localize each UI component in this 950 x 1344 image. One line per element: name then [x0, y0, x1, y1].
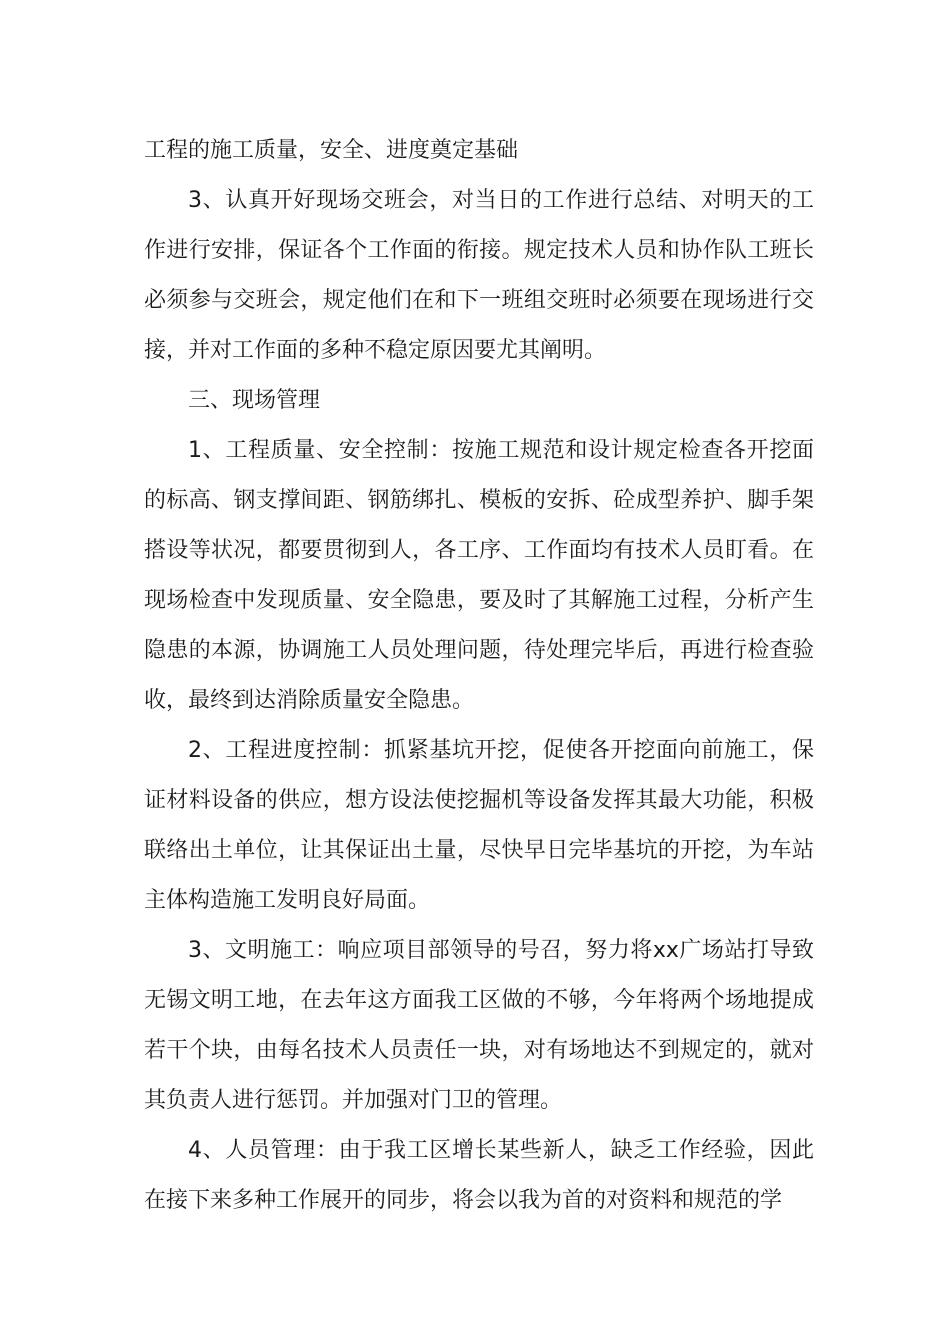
section-heading-site-management: 三、现场管理 [188, 388, 321, 413]
paragraph-progress-control: 2、工程进度控制：抓紧基坑开挖，促使各开挖面向前施工，保证材料设备的供应，想方设法使挖掘机等设备发挥其最大功能，积极联络出土单位，让其保证出土量，尽快早日完毕基坑的开挖，为车站主体构造施工发明良好局面。 [144, 738, 814, 913]
document-body [144, 126, 814, 1226]
paragraph-personnel-management: 4、人员管理：由于我工区增长某些新人，缺乏工作经验，因此在接下来多种工作展开的同步，将会以我为首的对资料和规范的学 [144, 1138, 814, 1213]
paragraph-civilized-construction: 3、文明施工：响应项目部领导的号召，努力将xx广场站打导致无锡文明工地，在去年这方面我工区做的不够，今年将两个场地提成若干个块，由每名技术人员责任一块，对有场地达不到规定的，就对其负责人进行惩罚。并加强对门卫的管理。 [144, 938, 814, 1113]
paragraph-shift-meeting: 3、认真开好现场交班会，对当日的工作进行总结、对明天的工作进行安排，保证各个工作面的衔接。规定技术人员和协作队工班长必须参与交班会，规定他们在和下一班组交班时必须要在现场进行交接，并对工作面的多种不稳定原因要尤其阐明。 [144, 188, 814, 363]
paragraph-continuation: 工程的施工质量，安全、进度奠定基础 [144, 138, 519, 163]
paragraph-quality-safety-control: 1、工程质量、安全控制：按施工规范和设计规定检查各开挖面的标高、钢支撑间距、钢筋绑扎、模板的安拆、砼成型养护、脚手架搭设等状况，都要贯彻到人，各工序、工作面均有技术人员盯看。在现场检查中发现质量、安全隐患，要及时了其解施工过程，分析产生隐患的本源，协调施工人员处理问题，待处理完毕后，再进行检查验收，最终到达消除质量安全隐患。 [144, 438, 814, 713]
